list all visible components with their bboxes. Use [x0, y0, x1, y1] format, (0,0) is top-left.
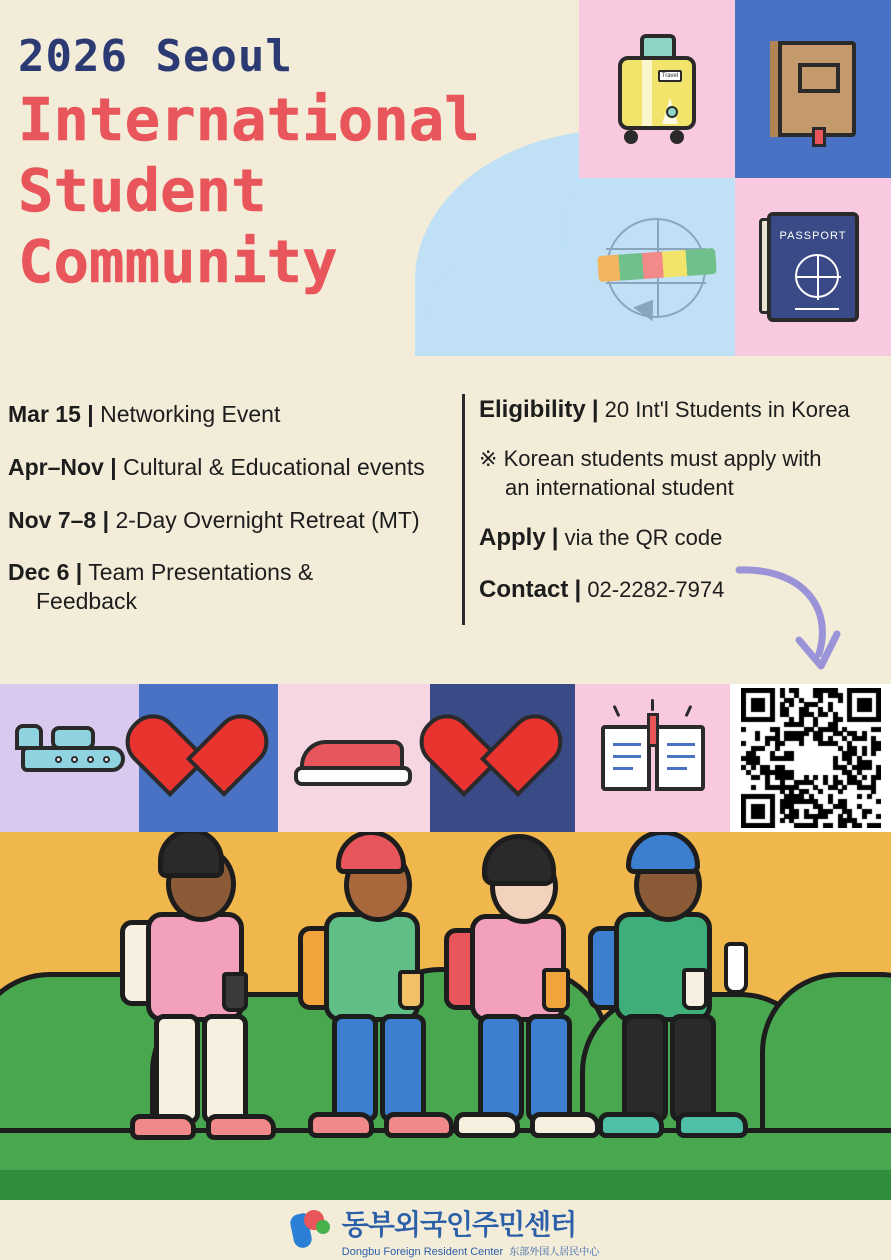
- open-book-icon-tile: [575, 684, 730, 832]
- contact-label: Contact: [479, 575, 569, 603]
- eligibility-note: [479, 445, 887, 502]
- schedule-row: [8, 453, 453, 482]
- heart-icon: [166, 719, 252, 797]
- title-line-2: Student: [18, 156, 267, 226]
- student-4: [582, 842, 792, 1172]
- schedule-date: Mar 15: [8, 401, 81, 427]
- icon-strip: [0, 684, 891, 832]
- schedule-event: Networking Event: [100, 401, 281, 427]
- page-title: [18, 31, 480, 297]
- book-icon-tile: [735, 0, 891, 178]
- eligibility-value: 20 Int'l Students in Korea: [604, 397, 850, 422]
- apply-separator: |: [551, 524, 559, 552]
- curved-arrow-icon: [733, 562, 843, 672]
- schedule-separator: |: [102, 506, 110, 533]
- globe-icon: [592, 212, 722, 322]
- schedule-event: 2-Day Overnight Retreat (MT): [115, 506, 420, 533]
- suitcase-icon: Travel: [612, 34, 702, 144]
- eligibility-label: Eligibility: [479, 396, 586, 423]
- schedule-date: Nov 7–8: [8, 506, 97, 533]
- header-icon-grid: [579, 0, 891, 356]
- schedule-separator: |: [87, 401, 94, 427]
- eligibility-row: [479, 394, 887, 425]
- sneaker-icon-tile: [278, 684, 430, 832]
- schedule-row: [8, 506, 453, 535]
- airplane-icon: [15, 726, 125, 790]
- note-line-1: Korean students must apply with: [503, 446, 822, 472]
- title-line-3: Community: [18, 227, 338, 297]
- apply-row: [479, 522, 887, 553]
- book-icon: [770, 41, 856, 137]
- schedule-separator: |: [75, 559, 83, 586]
- passport-label: PASSPORT: [779, 230, 847, 242]
- schedule-event: Team Presentations &: [88, 559, 314, 586]
- organization-name-en: Dongbu Foreign Resident Center: [341, 1245, 504, 1258]
- organization-logo-icon: [292, 1210, 332, 1250]
- schedule-row: [8, 558, 453, 616]
- schedule-event: Cultural & Educational events: [123, 453, 425, 480]
- heart-icon-tile: [139, 684, 278, 832]
- passport-icon-tile: [735, 178, 891, 356]
- schedule-column: [8, 400, 453, 640]
- airplane-icon-tile: [0, 684, 139, 832]
- organization-name-cn: 东部外国人居民中心: [509, 1246, 600, 1258]
- globe-icon-tile: [579, 178, 735, 356]
- qr-code[interactable]: [741, 688, 881, 828]
- open-book-icon: [601, 721, 705, 795]
- title-line-1: International: [18, 85, 480, 155]
- heart-icon-tile: [430, 684, 575, 832]
- suitcase-icon-tile: [579, 0, 735, 178]
- organization-name-ko: 동부외국인주민센터: [341, 1208, 577, 1240]
- info-section: [0, 372, 891, 684]
- title-year: 2026 Seoul: [18, 31, 293, 82]
- schedule-date: Dec 6: [8, 559, 70, 586]
- schedule-row: [8, 400, 453, 429]
- schedule-event-line2: Feedback: [36, 588, 138, 614]
- schedule-date: Apr–Nov: [8, 453, 104, 480]
- apply-value: via the QR code: [564, 525, 723, 551]
- sneaker-icon: [294, 730, 414, 786]
- note-mark-icon: ※: [479, 446, 498, 472]
- students-illustration: [0, 832, 891, 1200]
- heart-icon: [460, 719, 546, 797]
- student-1: [110, 842, 310, 1172]
- qr-code-tile[interactable]: [730, 684, 891, 832]
- eligibility-separator: |: [591, 396, 599, 423]
- footer-logo: [0, 1200, 891, 1260]
- contact-separator: |: [574, 575, 582, 603]
- passport-icon: [767, 212, 859, 322]
- apply-label: Apply: [479, 524, 546, 552]
- contact-value: 02-2282-7974: [587, 576, 725, 602]
- schedule-separator: |: [110, 453, 117, 480]
- poster-header: [0, 0, 891, 356]
- organization-name: [342, 1203, 599, 1258]
- note-line-2: an international student: [505, 474, 734, 500]
